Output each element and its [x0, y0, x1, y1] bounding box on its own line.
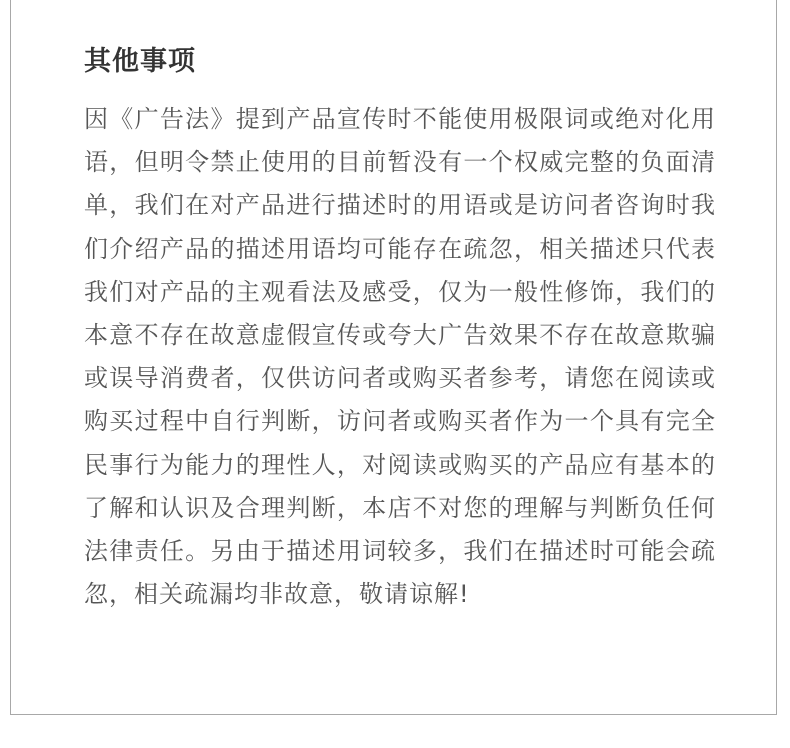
- disclaimer-paragraph: 因《广告法》提到产品宣传时不能使用极限词或绝对化用语，但明令禁止使用的目前暂没有一个权威完整的负面清单，我们在对产品进行描述时的用语或是访问者咨询时我们介绍产品的描述用语均可能存在疏忽，相关描述只代表我们对产品的主观看法及感受，仅为一般性修饰，我们的本意不存在故意虚假宣传或夸大广告效果不存在故意欺骗或误导消费者，仅供访问者或购买者参考，请您在阅读或购买过程中自行判断，访问者或购买者作为一个具有完全民事行为能力的理性人，对阅读或购买的产品应有基本的了解和认识及合理判断，本店不对您的理解与判断负任何法律责任。另由于描述用词较多，我们在描述时可能会疏忽，相关疏漏均非故意，敬请谅解!: [84, 105, 716, 609]
- section-title: 其他事项: [84, 46, 196, 77]
